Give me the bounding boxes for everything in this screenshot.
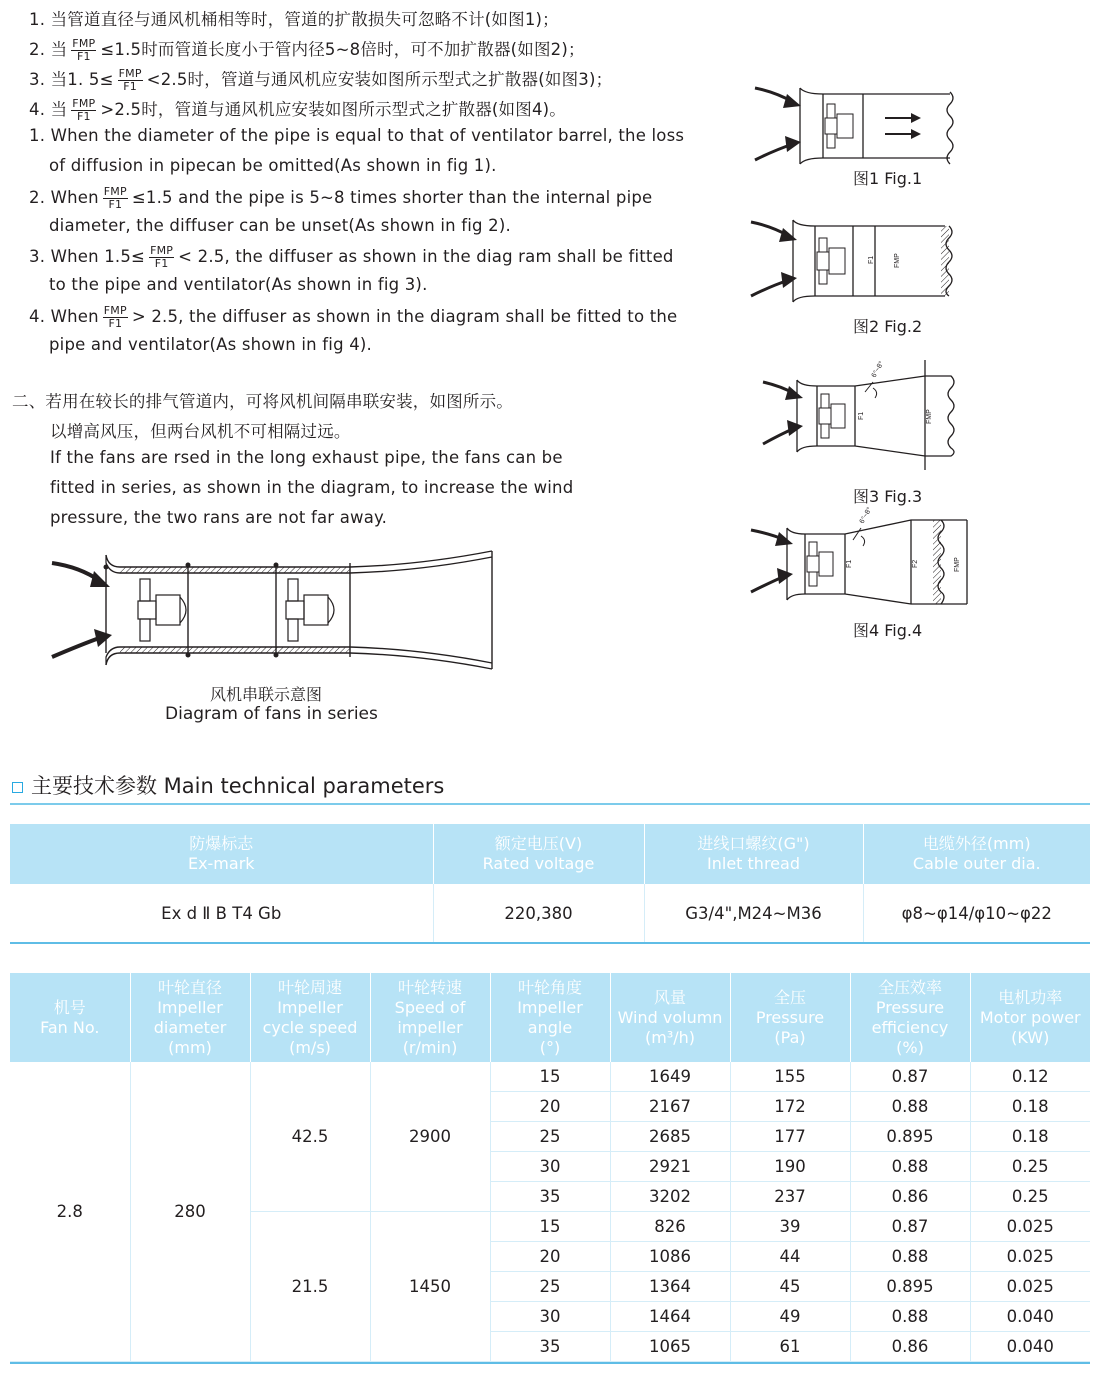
fig1-caption: 图1 Fig.1	[853, 169, 923, 188]
th-cable-dia: 电缆外径(mm) Cable outer dia.	[863, 824, 1090, 884]
cell-motor-power: 0.025	[970, 1272, 1090, 1302]
fig4-label-f2: F2	[912, 559, 919, 568]
cell-pressure-efficiency: 0.88	[850, 1302, 970, 1332]
cell-pressure: 190	[730, 1152, 850, 1182]
fig4-label-fmp: FMP	[954, 557, 961, 572]
cell-motor-power: 0.25	[970, 1182, 1090, 1212]
cell-pressure-efficiency: 0.895	[850, 1272, 970, 1302]
cell-wind-volume: 2921	[610, 1152, 730, 1182]
table-row	[10, 1062, 1090, 1092]
cell-wind-volume: 1649	[610, 1062, 730, 1092]
th-impeller-diameter: 叶轮直径 Impeller diameter (mm)	[130, 973, 250, 1062]
cell-motor-power: 0.18	[970, 1122, 1090, 1152]
cell-impeller-speed: 1450	[370, 1212, 490, 1362]
cell-impeller-angle: 35	[490, 1182, 610, 1212]
cell-wind-volume: 1086	[610, 1242, 730, 1272]
intro-en-line-3: 2. When $\frac{\text{FMP}}{F1}$ ≤1.5 and the pipe is 5~8 times shorter than the internal pipe	[29, 185, 653, 211]
fig3-caption: 图3 Fig.3	[853, 487, 923, 506]
fraction-fmp-f1: $\frac{\text{FMP}}{F1}$	[150, 244, 174, 270]
cell-pressure: 44	[730, 1242, 850, 1272]
fraction-fmp-f1: $\frac{\text{FMP}}{F1}$	[118, 67, 142, 93]
cell-impeller-diameter: 280	[130, 1062, 250, 1362]
parameters-table	[10, 973, 1090, 1362]
cell-impeller-angle: 30	[490, 1302, 610, 1332]
th-pressure: 全压 Pressure (Pa)	[730, 973, 850, 1062]
fig2-label-fmp: FMP	[894, 253, 901, 268]
intro-cn-line-4: 4. 当 $\frac{\text{FMP}}{F1}$ >2.5时，管道与通风机应安装如图所示型式之扩散器(如图4)。	[29, 97, 566, 123]
cell-pressure: 61	[730, 1332, 850, 1362]
cell-wind-volume: 1464	[610, 1302, 730, 1332]
cell-pressure: 39	[730, 1212, 850, 1242]
parameters-table-header	[10, 973, 1090, 1062]
cell-motor-power: 0.18	[970, 1092, 1090, 1122]
section-title-text: 主要技术参数 Main technical parameters	[31, 774, 445, 798]
th-motor-power: 电机功率 Motor power (KW)	[970, 973, 1090, 1062]
fraction-fmp-f1: $\frac{\text{FMP}}{F1}$	[103, 185, 127, 211]
cell-pressure-efficiency: 0.86	[850, 1332, 970, 1362]
intro-cn-line-3: 3. 当1. 5≤ $\frac{\text{FMP}}{F1}$ <2.5时，管道与通风机应安装如图所示型式之扩散器(如图3)；	[29, 67, 613, 93]
cell-rated-voltage: 220,380	[433, 884, 644, 943]
cell-wind-volume: 2167	[610, 1092, 730, 1122]
series-caption-cn: 风机串联示意图	[210, 685, 323, 704]
th-pressure-efficiency: 全压效率 Pressure efficiency (%)	[850, 973, 970, 1062]
cell-cable-dia: φ8~φ14/φ10~φ22	[863, 884, 1090, 943]
cell-impeller-angle: 30	[490, 1152, 610, 1182]
square-bullet-icon	[12, 782, 23, 793]
section-title	[12, 770, 444, 800]
cell-pressure: 45	[730, 1272, 850, 1302]
cell-wind-volume: 826	[610, 1212, 730, 1242]
cell-wind-volume: 3202	[610, 1182, 730, 1212]
intro-en-line-6: to the pipe and ventilator(As shown in fig 3).	[49, 275, 428, 294]
cell-impeller-angle: 25	[490, 1122, 610, 1152]
intro-en-line-4: diameter, the diffuser can be unset(As shown in fig 2).	[49, 216, 511, 235]
fans-series-diagram	[40, 545, 510, 675]
series-text-en-1: If the fans are rsed in the long exhaust pipe, the fans can be	[50, 448, 563, 467]
th-impeller-angle: 叶轮角度 Impeller angle (°)	[490, 973, 610, 1062]
cell-motor-power: 0.025	[970, 1212, 1090, 1242]
cell-pressure: 172	[730, 1092, 850, 1122]
cell-pressure: 177	[730, 1122, 850, 1152]
intro-text	[29, 0, 749, 370]
cell-pressure: 49	[730, 1302, 850, 1332]
cell-impeller-angle: 20	[490, 1242, 610, 1272]
intro-en-line-8: pipe and ventilator(As shown in fig 4).	[49, 335, 372, 354]
th-inlet-thread: 进线口螺纹(G") Inlet thread	[644, 824, 863, 884]
cell-wind-volume: 2685	[610, 1122, 730, 1152]
fig2-label-f1: F1	[868, 255, 875, 264]
cell-motor-power: 0.040	[970, 1332, 1090, 1362]
series-caption-en: Diagram of fans in series	[165, 704, 378, 724]
th-cycle-speed: 叶轮周速 Impeller cycle speed (m/s)	[250, 973, 370, 1062]
cell-pressure: 237	[730, 1182, 850, 1212]
intro-en-line-7: 4. When $\frac{\text{FMP}}{F1}$ > 2.5, the diffuser as shown in the diagram shall be fitted to the	[29, 304, 678, 330]
cell-impeller-angle: 15	[490, 1062, 610, 1092]
fig3-label-angle: 6°~8°	[870, 360, 886, 379]
cell-cycle-speed: 21.5	[250, 1212, 370, 1362]
fig1-diagram	[745, 78, 975, 170]
fig4-label-f1: F1	[846, 559, 853, 568]
fig2-caption: 图2 Fig.2	[853, 317, 923, 336]
cell-inlet-thread: G3/4",M24~M36	[644, 884, 863, 943]
cell-motor-power: 0.25	[970, 1152, 1090, 1182]
fig2-diagram	[745, 212, 975, 307]
cell-pressure-efficiency: 0.88	[850, 1242, 970, 1272]
cell-pressure: 155	[730, 1062, 850, 1092]
cell-impeller-angle: 15	[490, 1212, 610, 1242]
table-row	[10, 884, 1090, 943]
cell-pressure-efficiency: 0.86	[850, 1182, 970, 1212]
series-text-cn-1: 二、若用在较长的排气管道内，可将风机间隔串联安装，如图所示。	[12, 392, 513, 411]
cell-pressure-efficiency: 0.88	[850, 1092, 970, 1122]
cell-motor-power: 0.12	[970, 1062, 1090, 1092]
series-text-en-2: fitted in series, as shown in the diagram, to increase the wind	[50, 478, 574, 497]
series-text-cn-2: 以增高风压，但两台风机不可相隔过远。	[50, 422, 351, 441]
fig3-diagram	[755, 358, 965, 473]
table1-bottom-rule	[10, 942, 1090, 944]
th-rated-voltage: 额定电压(V) Rated voltage	[433, 824, 644, 884]
series-text	[0, 380, 700, 530]
cell-ex-mark: Ex d Ⅱ B T4 Gb	[10, 884, 433, 943]
th-ex-mark: 防爆标志 Ex-mark	[10, 824, 433, 884]
series-text-en-3: pressure, the two rans are not far away.	[50, 508, 388, 527]
fraction-fmp-f1: $\frac{\text{FMP}}{F1}$	[72, 37, 96, 63]
intro-en-line-5: 3. When 1.5≤ $\frac{\text{FMP}}{F1}$ < 2.5, the diffuser as shown in the diag ram shall be fitted	[29, 244, 674, 270]
intro-cn-line-2: 2. 当 $\frac{\text{FMP}}{F1}$ ≤1.5时而管道长度小于管内径5~8倍时，可不加扩散器(如图2)；	[29, 37, 585, 63]
intro-en-line-1: 1. When the diameter of the pipe is equal to that of ventilator barrel, the loss	[29, 126, 685, 145]
cell-motor-power: 0.040	[970, 1302, 1090, 1332]
cell-cycle-speed: 42.5	[250, 1062, 370, 1212]
fraction-fmp-f1: $\frac{\text{FMP}}{F1}$	[72, 97, 96, 123]
cell-impeller-speed: 2900	[370, 1062, 490, 1212]
cell-pressure-efficiency: 0.895	[850, 1122, 970, 1152]
intro-cn-line-1: 1. 当管道直径与通风机桶相等时，管道的扩散损失可忽略不计(如图1)；	[29, 10, 559, 29]
cell-motor-power: 0.025	[970, 1242, 1090, 1272]
cell-wind-volume: 1364	[610, 1272, 730, 1302]
intro-en-line-2: of diffusion in pipecan be omitted(As shown in fig 1).	[49, 156, 497, 175]
cell-impeller-angle: 35	[490, 1332, 610, 1362]
th-wind-volume: 风量 Wind volumn (m³/h)	[610, 973, 730, 1062]
cell-pressure-efficiency: 0.87	[850, 1062, 970, 1092]
fraction-fmp-f1: $\frac{\text{FMP}}{F1}$	[103, 304, 127, 330]
cell-impeller-angle: 25	[490, 1272, 610, 1302]
fig3-label-f1: F1	[858, 411, 865, 420]
fig4-label-angle: 6°~8°	[858, 506, 874, 525]
cell-pressure-efficiency: 0.88	[850, 1152, 970, 1182]
ex-mark-table-header	[10, 824, 1090, 884]
th-fan-no: 机号 Fan No.	[10, 973, 130, 1062]
fig4-diagram	[745, 500, 975, 610]
fig3-label-fmp: FMP	[926, 409, 933, 424]
cell-wind-volume: 1065	[610, 1332, 730, 1362]
table2-bottom-rule	[10, 1362, 1090, 1364]
section-divider	[10, 803, 1090, 805]
cell-fan-no: 2.8	[10, 1062, 130, 1362]
th-impeller-speed: 叶轮转速 Speed of impeller (r/min)	[370, 973, 490, 1062]
cell-pressure-efficiency: 0.87	[850, 1212, 970, 1242]
ex-mark-table	[10, 824, 1090, 943]
fig4-caption: 图4 Fig.4	[853, 621, 923, 640]
cell-impeller-angle: 20	[490, 1092, 610, 1122]
